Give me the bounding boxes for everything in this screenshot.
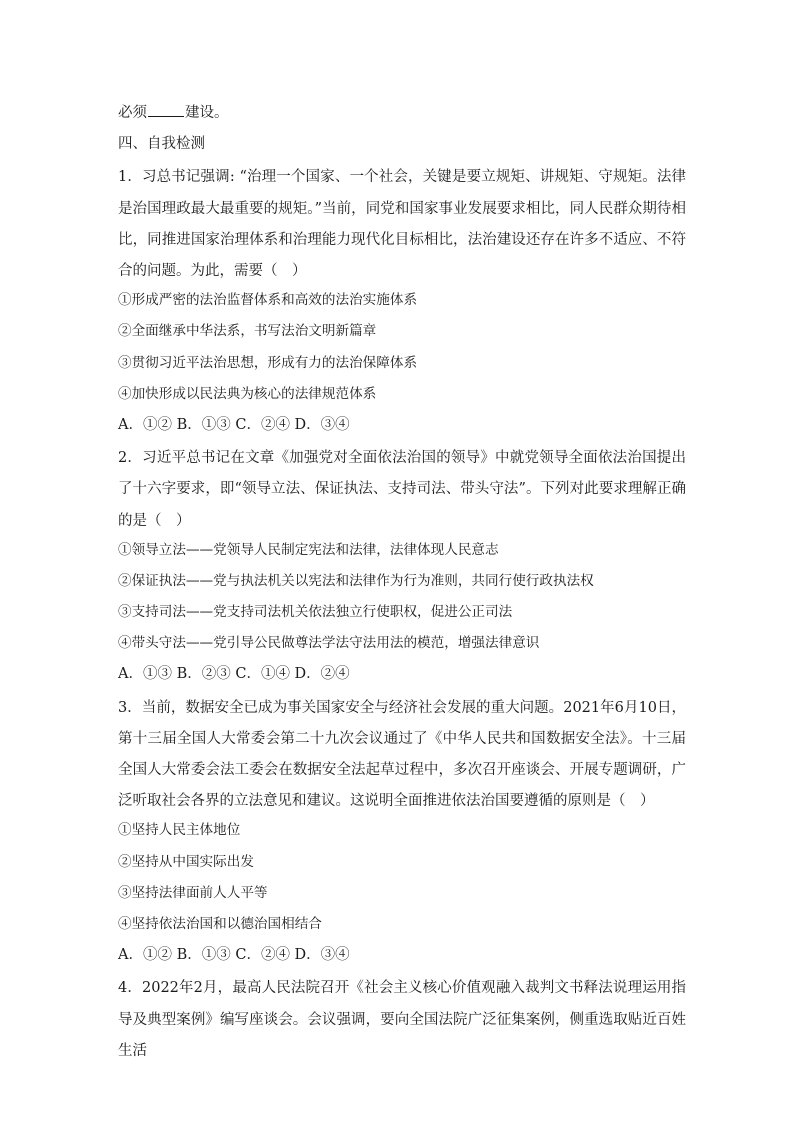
question-3-choices: A．①② B．①③ C．②④ D．③④ bbox=[118, 947, 350, 964]
question-4-stem: 4．2022年2月，最高人民法院召开《社会主义核心价值观融入裁判文书释法说理运用指导及典型案例》编写座谈会。会议强调，要向全国法院广泛征集案例，侧重选取贴近百姓生活 bbox=[118, 980, 686, 1059]
question-3-stem: 3．当前，数据安全已成为事关国家安全与经济社会发展的重大问题。2021年6月10日，第十三届全国人大常委会第二十九次会议通过了《中华人民共和国数据安全法》。十三届全国人大常委会法工委会在数据安全法起草过程中，多次召开座谈会、开展专题调研，广泛听取社会各界的立法意见和建议。这说明全面推进依法治国要遵循的原则是（ ） bbox=[118, 699, 686, 810]
question-2-choices: A．①③ B．②③ C．①④ D．②④ bbox=[118, 666, 350, 683]
fill-blank bbox=[148, 102, 184, 117]
question-3-option-3: ③坚持法律面前人人平等 bbox=[118, 884, 268, 901]
intro-line bbox=[118, 100, 686, 126]
document-content bbox=[118, 100, 686, 1067]
intro-text-after: 建设。 bbox=[185, 105, 229, 121]
question-2-option-3: ③支持司法——党支持司法机关依法独立行使职权，促进公正司法 bbox=[118, 604, 513, 621]
question-2-stem: 2．习近平总书记在文章《加强党对全面依法治国的领导》中就党领导全面依法治国提出了十六字要求，即“领导立法、保证执法、支持司法、带头守法”。下列对此要求理解正确的是（ ） bbox=[118, 450, 686, 529]
question-1-choices: A．①② B．①③ C．②④ D．③④ bbox=[118, 416, 350, 433]
question-1-stem: 1．习总书记强调: “治理一个国家、一个社会，关键是要立规矩、讲规矩、守规矩。法律是治国理政最大最重要的规矩。”当前，同党和国家事业发展要求相比，同人民群众期待相比，同推进国家治理体系和治理能力现代化目标相比，法治建设还存在许多不适应、不符合的问题。为此，需要（ ） bbox=[118, 169, 686, 279]
section-title: 四、自我检测 bbox=[118, 136, 205, 153]
question-1-option-4: ④加快形成以民法典为核心的法律规范体系 bbox=[118, 385, 377, 402]
intro-text-before: 必须 bbox=[118, 105, 147, 121]
question-1-option-1: ①形成严密的法治监督体系和高效的法治实施体系 bbox=[118, 292, 418, 309]
question-1-option-3: ③贯彻习近平法治思想，形成有力的法治保障体系 bbox=[118, 354, 418, 371]
question-2-option-2: ②保证执法——党与执法机关以宪法和法律作为行为准则，共同行使行政执法权 bbox=[118, 572, 594, 589]
question-2-option-1: ①领导立法——党领导人民制定宪法和法律，法律体现人民意志 bbox=[118, 541, 499, 558]
question-1-option-2: ②全面继承中华法系，书写法治文明新篇章 bbox=[118, 323, 377, 340]
question-2-option-4: ④带头守法——党引导公民做尊法学法守法用法的模范，增强法律意识 bbox=[118, 635, 540, 652]
question-3-option-2: ②坚持从中国实际出发 bbox=[118, 853, 254, 870]
question-3-option-1: ①坚持人民主体地位 bbox=[118, 822, 241, 839]
question-3-option-4: ④坚持依法治国和以德治国相结合 bbox=[118, 916, 322, 933]
